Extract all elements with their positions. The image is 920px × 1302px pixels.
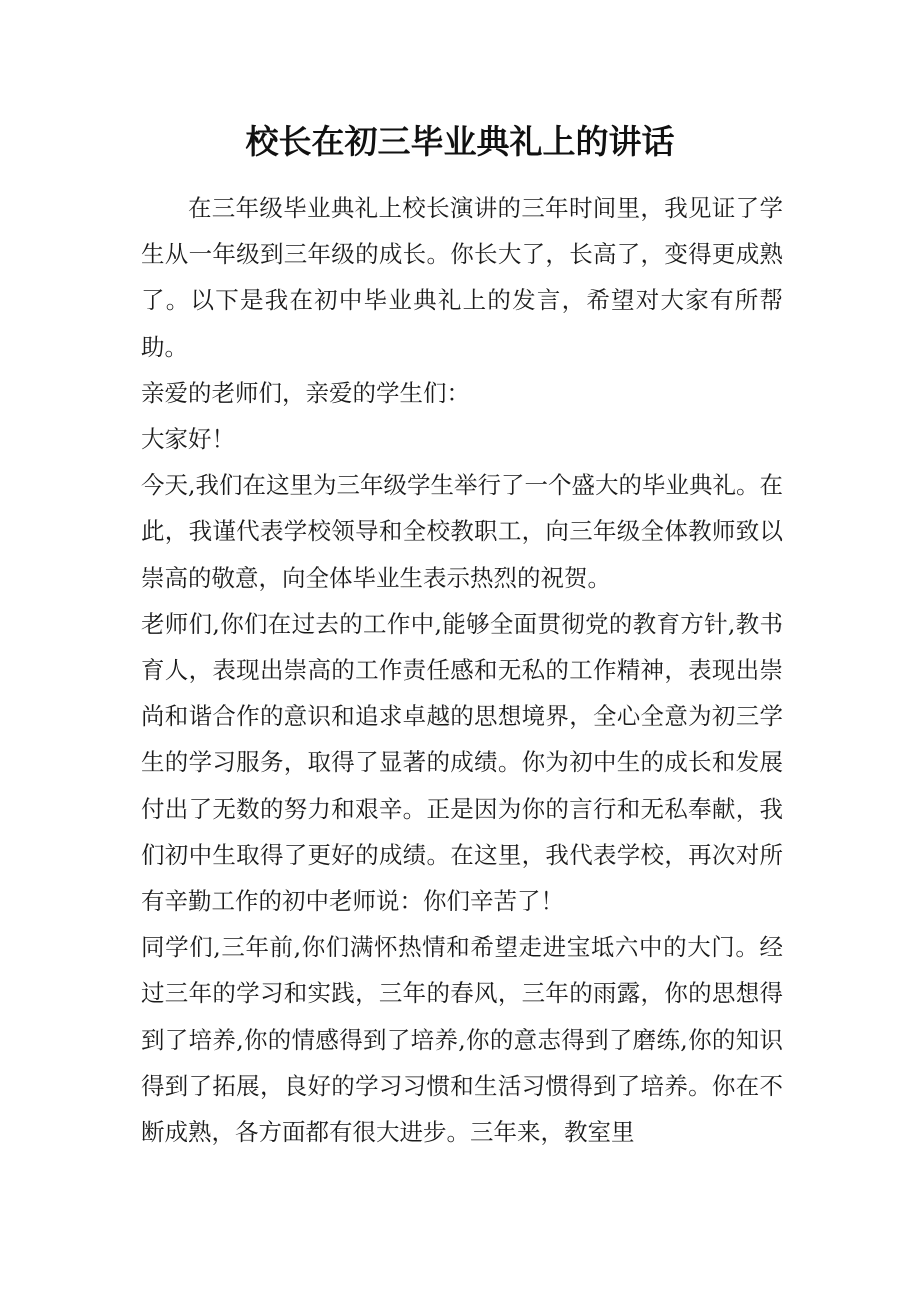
salutation-line: 亲爱的老师们，亲爱的学生们： bbox=[141, 378, 470, 407]
body-paragraph: 今天,我们在这里为三年级学生举行了一个盛大的毕业典礼。在此，我谨代表学校领导和全校教职工，向三年级全体教师致以崇高的敬意，向全体毕业生表示热烈的祝贺。 bbox=[141, 471, 783, 592]
document-title: 校长在初三毕业典礼上的讲话 bbox=[245, 122, 675, 161]
greeting-line: 大家好！ bbox=[141, 425, 235, 454]
document-body bbox=[141, 185, 783, 1155]
body-paragraph: 老师们,你们在过去的工作中,能够全面贯彻党的教育方针,教书育人，表现出崇高的工作责任感和无私的工作精神，表现出崇尚和谐合作的意识和追求卓越的思想境界，全心全意为初三学生的学习服务，取得了显著的成绩。你为初中生的成长和发展付出了无数的努力和艰辛。正是因为你的言行和无私奉献，我们初中生取得了更好的成绩。在这里，我代表学校，再次对所有辛勤工作的初中老师说：你们辛苦了！ bbox=[141, 609, 783, 916]
intro-paragraph: 在三年级毕业典礼上校长演讲的三年时间里，我见证了学生从一年级到三年级的成长。你长大了，长高了，变得更成熟了。以下是我在初中毕业典礼上的发言，希望对大家有所帮助。 bbox=[141, 194, 783, 361]
body-paragraph: 同学们,三年前,你们满怀热情和希望走进宝坻六中的大门。经过三年的学习和实践，三年的春风，三年的雨露，你的思想得到了培养,你的情感得到了培养,你的意志得到了磨练,你的知识得到了拓展，良好的学习习惯和生活习惯得到了培养。你在不断成熟，各方面都有很大进步。三年来，教室里 bbox=[141, 933, 783, 1147]
